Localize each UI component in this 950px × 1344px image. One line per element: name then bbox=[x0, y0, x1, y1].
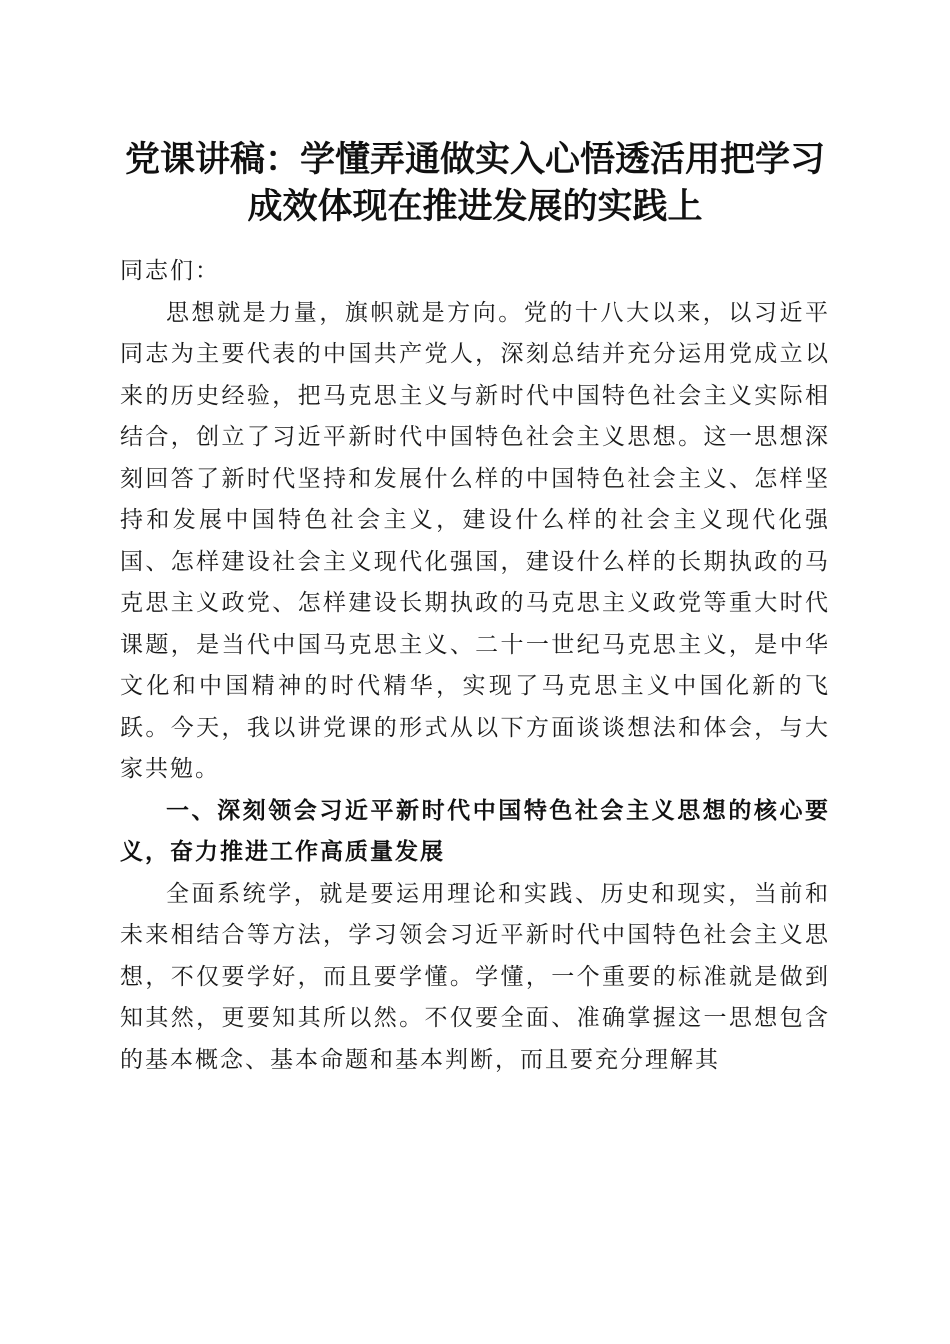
document-body bbox=[120, 251, 830, 1081]
paragraph-section-1: 全面系统学，就是要运用理论和实践、历史和现实，当前和未来相结合等方法，学习领会习近平新时代中国特色社会主义思想，不仅要学好，而且要学懂。学懂，一个重要的标准就是做到知其然，更要知其所以然。不仅要全面、准确掌握这一思想包含的基本概念、基本命题和基本判断，而且要充分理解其 bbox=[120, 880, 830, 1073]
section-heading-1: 一、深刻领会习近平新时代中国特色社会主义思想的核心要义，奋力推进工作高质量发展 bbox=[120, 797, 830, 865]
paragraph-intro: 思想就是力量，旗帜就是方向。党的十八大以来，以习近平同志为主要代表的中国共产党人，深刻总结并充分运用党成立以来的历史经验，把马克思主义与新时代中国特色社会主义实际相结合，创立了习近平新时代中国特色社会主义思想。这一思想深刻回答了新时代坚持和发展什么样的中国特色社会主义、怎样坚持和发展中国特色社会主义，建设什么样的社会主义现代化强国、怎样建设社会主义现代化强国，建设什么样的长期执政的马克思主义政党、怎样建设长期执政的马克思主义政党等重大时代课题，是当代中国马克思主义、二十一世纪马克思主义，是中华文化和中国精神的时代精华，实现了马克思主义中国化新的飞跃。今天，我以讲党课的形式从以下方面谈谈想法和体会，与大家共勉。 bbox=[120, 299, 830, 782]
document-title bbox=[100, 136, 850, 230]
title-line-1: 党课讲稿：学懂弄通做实入心悟透活用把学习 bbox=[124, 139, 825, 180]
salutation: 同志们： bbox=[120, 258, 220, 284]
title-line-2: 成效体现在推进发展的实践上 bbox=[247, 186, 703, 227]
